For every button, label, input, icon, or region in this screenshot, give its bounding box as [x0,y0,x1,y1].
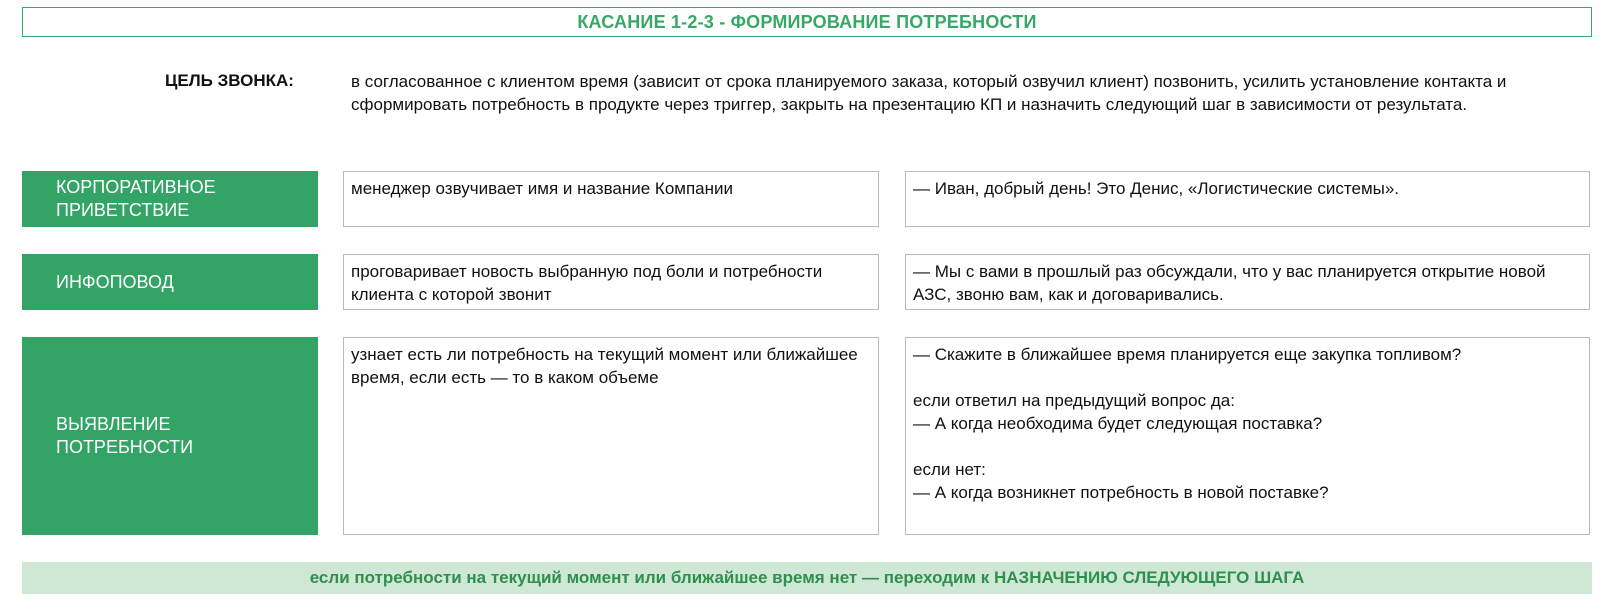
description-text: узнает есть ли потребность на текущий момент или ближайшее время, если есть — то в каком объеме [351,345,858,387]
script-line-blank [913,435,1582,458]
goal-text: в согласованное с клиентом время (зависит от срока планируемого заказа, который озвучил клиент) позвонить, усилить установление контакта и сформировать потребность в продукте через триггер, закрыть на презентацию КП и назначить следующий шаг в зависимости от результата. [351,72,1507,114]
script-line: — Скажите в ближайшее время планируется еще закупка топливом? [913,345,1462,364]
description-cell [343,171,879,227]
script-line-blank [913,366,1582,389]
script-line: если нет: [913,460,986,479]
footer-note: если потребности на текущий момент или ближайшее время нет — переходим к НАЗНАЧЕНИЮ СЛЕДУЮЩЕГО ШАГА [309,568,1305,587]
stage-label: ВЫЯВЛЕНИЕ ПОТРЕБНОСТИ [56,414,194,457]
page-title: КАСАНИЕ 1-2-3 - ФОРМИРОВАНИЕ ПОТРЕБНОСТИ [577,11,1037,32]
script-cell [905,254,1590,310]
description-text: проговаривает новость выбранную под боли и потребности клиента с которой звонит [351,262,823,304]
script-line: — А когда возникнет потребность в новой поставке? [913,483,1329,502]
script-cell [905,337,1590,535]
stage-label: ИНФОПОВОД [56,271,174,292]
stage-label: КОРПОРАТИВНОЕ ПРИВЕТСТВИЕ [56,177,216,220]
stage-box-infopovod [22,254,318,310]
stage-box-needs [22,337,318,535]
header-bar [22,7,1592,37]
script-line: если ответил на предыдущий вопрос да: [913,391,1235,410]
description-cell [343,254,879,310]
description-cell [343,337,879,535]
stage-box-greeting [22,171,318,227]
script-line: — Мы с вами в прошлый раз обсуждали, что у вас планируется открытие новой АЗС, звоню вам, как и договаривались. [913,262,1551,304]
description-text: менеджер озвучивает имя и название Компании [351,179,734,198]
script-line: — Иван, добрый день! Это Денис, «Логистические системы». [913,179,1400,198]
script-line: — А когда необходима будет следующая поставка? [913,414,1323,433]
footer-bar [22,562,1592,594]
script-cell [905,171,1590,227]
goal-label: ЦЕЛЬ ЗВОНКА: [165,71,294,90]
